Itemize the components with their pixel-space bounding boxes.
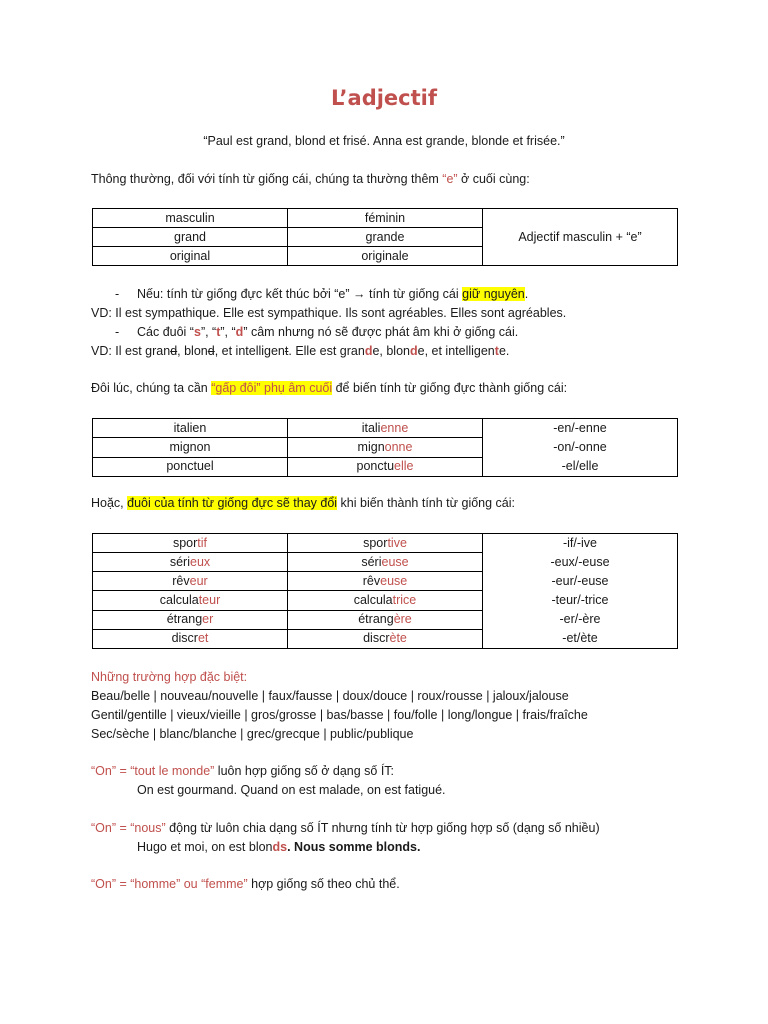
table-basic-feminine [92, 208, 678, 266]
stem: calcula [159, 593, 199, 608]
table-row [93, 209, 678, 228]
suffix-cell [483, 419, 678, 477]
suffix: -eur/-euse [551, 574, 609, 588]
ending: euse [381, 554, 409, 569]
on-nous [91, 821, 600, 835]
table-cell: grand [93, 228, 288, 247]
suffix: -et/ète [562, 631, 598, 645]
on2-ex-pre: Hugo et moi, on est blon [137, 840, 273, 854]
note-keep-unchanged [137, 287, 528, 301]
ending: et [197, 631, 209, 646]
intro-pre: Thông thường, đối với tính từ giống cái, chúng ta thường thêm [91, 172, 443, 186]
ending: ète [389, 631, 407, 646]
note2-mid1: ”, “ [200, 325, 217, 339]
intro-post: ở cuối cùng: [457, 172, 530, 186]
ending: euse [380, 573, 408, 588]
stem: ponctu [356, 459, 395, 474]
stem: itali [361, 420, 381, 435]
ending: eur [189, 573, 208, 588]
change-post: khi biến thành tính từ giống cái: [337, 496, 516, 510]
on1-rest: luôn hợp giống số ở dạng số ÍT: [214, 764, 395, 778]
vd2-part: e, et intelligen [417, 344, 495, 358]
table-header-feminin: féminin [288, 209, 483, 228]
table-cell [93, 572, 288, 591]
table-cell: original [93, 247, 288, 266]
on3-quote: “On” = “homme” ou “femme” [91, 877, 248, 891]
table-cell [288, 629, 483, 648]
table-double-consonant [92, 418, 678, 477]
example-quote: “Paul est grand, blond et frisé. Anna est grande, blonde et frisée.” [203, 134, 565, 148]
suffix: -on/-onne [553, 440, 607, 454]
note2-pre: Các đuôi “ [137, 325, 194, 339]
stem: séri [169, 554, 190, 569]
letter-t: t [216, 325, 221, 339]
bullet-dash: - [115, 287, 120, 301]
table-header-masculin: masculin [93, 209, 288, 228]
note2-mid2: ”, “ [220, 325, 236, 339]
stem: séri [361, 554, 382, 569]
table-cell: italien [93, 419, 288, 438]
table-cell [93, 534, 288, 553]
change-pre: Hoặc, [91, 496, 128, 510]
bullet-dash: - [115, 325, 120, 339]
stem: calcula [353, 593, 393, 608]
ending: trice [392, 593, 417, 608]
intro-e: “e” [442, 172, 458, 186]
note1-post: . [524, 287, 529, 301]
table-cell [288, 553, 483, 572]
page-title: L’adjectif [331, 86, 437, 110]
table-cell [288, 572, 483, 591]
on1-quote: “On” = “tout le monde” [91, 764, 215, 778]
ending: tive [387, 535, 407, 550]
special-cases-line: Beau/belle | nouveau/nouvelle | faux/fausse | doux/douce | roux/rousse | jaloux/jalouse [91, 689, 569, 703]
suffix: -eux/-euse [550, 555, 610, 569]
ending: enne [380, 420, 409, 435]
double-pre: Đôi lúc, chúng ta cần [91, 381, 212, 395]
on2-quote: “On” = “nous” [91, 821, 166, 835]
ending: onne [384, 439, 413, 454]
vd2-pronounced-letter: t [494, 344, 499, 358]
double-consonant-text [91, 381, 567, 395]
table-cell [93, 629, 288, 648]
stem: discr [363, 631, 390, 646]
vd2-part: e, blon [372, 344, 410, 358]
on1-example: On est gourmand. Quand on est malade, on est fatigué. [137, 783, 446, 797]
table-cell [288, 591, 483, 610]
stem: spor [363, 535, 388, 550]
stem: rêv [172, 573, 190, 588]
ending-change-text [91, 496, 515, 510]
on2-rest: động từ luôn chia dạng số ÍT nhưng tính từ hợp giống hợp số (dạng số nhiều) [165, 821, 600, 835]
stem: mign [357, 439, 385, 454]
ending: teur [198, 593, 221, 608]
example-line-2 [91, 344, 509, 358]
stem: discr [171, 631, 198, 646]
note-silent-endings [137, 325, 518, 339]
change-highlight: đuôi của tính từ giống đực sẽ thay đổi [127, 496, 338, 510]
special-cases-line: Gentil/gentille | vieux/vieille | gros/grosse | bas/basse | fou/folle | long/longue | frais/fraîche [91, 708, 588, 722]
ending: ère [393, 612, 412, 627]
example-line-1: VD: Il est sympathique. Elle est sympathique. Ils sont agréables. Elles sont agréables. [91, 306, 567, 320]
ending: tif [197, 535, 208, 550]
special-cases-line: Sec/sèche | blanc/blanche | grec/grecque | public/publique [91, 727, 414, 741]
suffix: -if/-ive [562, 536, 598, 550]
on-tout-le-monde [91, 764, 394, 778]
on2-example [137, 840, 420, 854]
suffix: -en/-enne [553, 421, 607, 435]
on3-rest: hợp giống số theo chủ thể. [247, 877, 400, 891]
rule-cell: Adjectif masculin + “e” [483, 209, 678, 266]
table-cell: originale [288, 247, 483, 266]
vd2-part: e. [498, 344, 510, 358]
letter-s: s [193, 325, 201, 339]
on2-ex-bold: . Nous somme blonds. [287, 840, 421, 854]
table-cell [288, 457, 483, 476]
note1-pre: Nếu: tính từ giống đực kết thúc bởi “e” → tính từ giống cái [137, 287, 463, 301]
note1-highlight: giữ nguyên [462, 287, 525, 301]
vd2-silent-letter: d [170, 344, 178, 358]
stem: rêv [362, 573, 381, 588]
table-cell: grande [288, 228, 483, 247]
ending: eux [190, 554, 211, 569]
stem: étrang [166, 612, 203, 627]
vd2-silent-letter: d [207, 344, 215, 358]
double-post: để biến tính từ giống đực thành giống cái: [332, 381, 568, 395]
on2-ex-red: ds [272, 840, 288, 854]
vd2-part: , et intelligen [214, 344, 285, 358]
table-cell [288, 438, 483, 457]
stem: étrang [358, 612, 394, 627]
vd2-part: , blon [177, 344, 208, 358]
vd2-part: VD: Il est gran [91, 344, 171, 358]
intro-text [91, 172, 530, 186]
stem: spor [172, 535, 198, 550]
suffix: -teur/-trice [551, 593, 609, 607]
ending: elle [394, 459, 414, 474]
ending: er [202, 612, 214, 627]
table-cell: mignon [93, 438, 288, 457]
table-cell: ponctuel [93, 457, 288, 476]
table-cell [288, 610, 483, 629]
on-homme-femme [91, 877, 400, 891]
vd2-part: . Elle est gran [288, 344, 365, 358]
vd2-pronounced-letter: d [409, 344, 418, 358]
special-cases-heading: Những trường hợp đặc biệt: [91, 670, 248, 684]
table-row [93, 534, 678, 553]
letter-d: d [235, 325, 244, 339]
table-cell [288, 419, 483, 438]
suffix: -er/-ère [559, 612, 601, 626]
suffix-cell [483, 534, 678, 649]
table-row [93, 419, 678, 438]
table-cell [93, 591, 288, 610]
table-cell [93, 610, 288, 629]
table-ending-change [92, 533, 678, 649]
suffix: -el/elle [561, 459, 599, 473]
note2-post: ” câm nhưng nó sẽ được phát âm khi ở giống cái. [243, 325, 519, 339]
double-highlight: “gấp đôi” phụ âm cuối [211, 381, 333, 395]
table-cell [93, 553, 288, 572]
vd2-pronounced-letter: d [364, 344, 373, 358]
table-cell [288, 534, 483, 553]
vd2-silent-letter: t [284, 344, 289, 358]
